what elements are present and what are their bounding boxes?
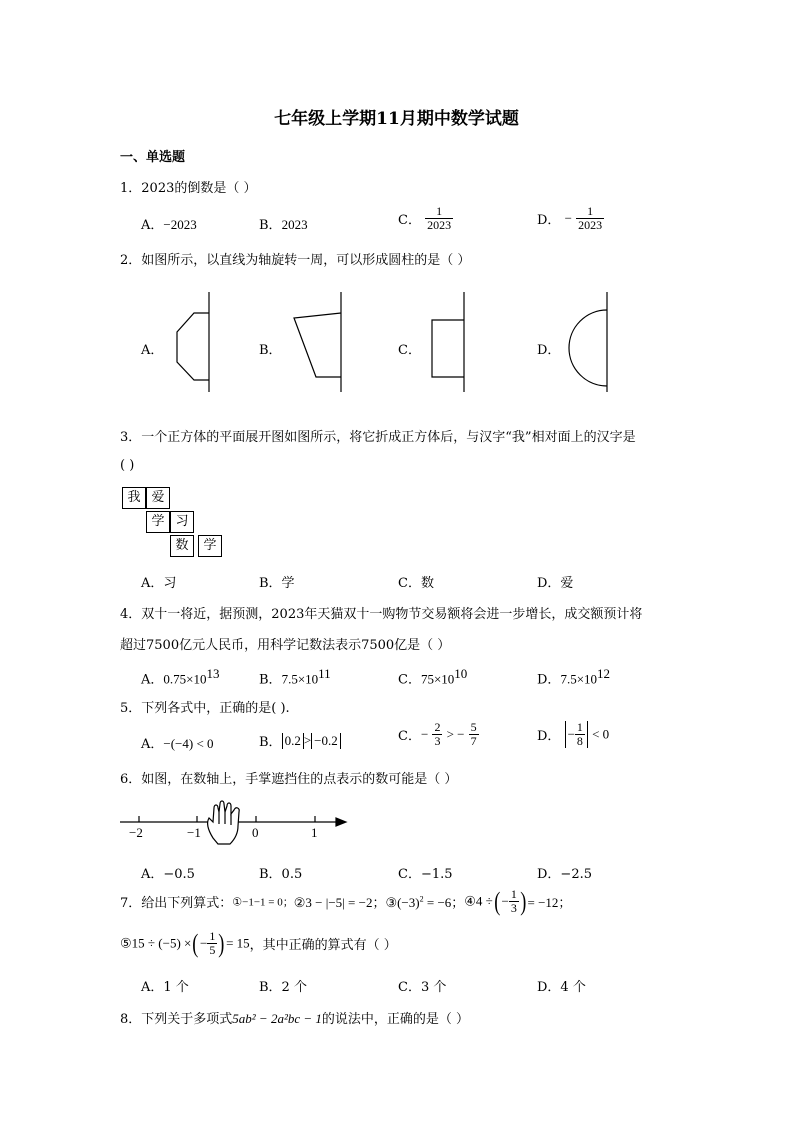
question-2-stem: 2．如图所示，以直线为轴旋转一周，可以形成圆柱的是（ ）	[120, 253, 471, 268]
q5-option-b[interactable]: B． 0.2 > −0.2	[259, 731, 341, 750]
q4-option-d[interactable]: D．$7.5\times 10^{12}$	[537, 666, 611, 688]
tick-label: −1	[187, 825, 201, 840]
page-title: 七年级上学期11月期中数学试题	[274, 109, 519, 129]
q6-option-c[interactable]: C．−1.5	[398, 867, 453, 882]
question-4-stem: 4．双十一将近，据预测，2023年天猫双十一购物节交易额将会进一步增长，成交额预计将	[120, 607, 643, 622]
question-1-stem: 1．2023的倒数是（ ）	[120, 181, 257, 196]
net-cell: 我	[122, 487, 146, 509]
q7-option-c[interactable]: C．3 个	[398, 980, 447, 995]
q6-option-a[interactable]: A．−0.5	[141, 867, 195, 882]
tick-label: −2	[129, 825, 143, 840]
hand-icon	[208, 801, 240, 844]
q5-option-c[interactable]: C．− $\frac{2}{3}$ > − $\frac{5}{7}$	[398, 720, 477, 748]
q7-option-b[interactable]: B．2 个	[259, 980, 307, 995]
q7-option-d[interactable]: D．4 个	[537, 980, 586, 995]
q6-option-b[interactable]: B．0.5	[259, 867, 303, 882]
question-6-stem: 6．如图，在数轴上，手掌遮挡住的点表示的数可能是（ ）	[120, 772, 458, 787]
question-7-stem-cont: ⑤15 ÷ (−5) ×(− $\frac{1}{5}$ )= 15，其中正确的算式有（ ）	[120, 928, 397, 958]
question-3-stem-cont: ( )	[120, 458, 135, 473]
q3-option-d[interactable]: D．爱	[537, 576, 574, 591]
tick-label: 0	[252, 825, 259, 840]
q5-option-d[interactable]: D． − $\frac{1}{8}$ < 0	[537, 720, 610, 748]
q1-option-c[interactable]: C． $\frac{1}{2023}$	[398, 204, 452, 232]
q2-option-b[interactable]: B．	[259, 343, 282, 358]
question-5-stem: 5．下列各式中，正确的是( ).	[120, 701, 290, 716]
fraction: $\frac{1}{2023}$	[427, 204, 452, 232]
q4-option-c[interactable]: C．$75\times 10^{10}$	[398, 666, 468, 688]
q1-option-b[interactable]: B．2023	[259, 217, 308, 233]
q7-option-a[interactable]: A．1 个	[141, 980, 189, 995]
net-cell: 爱	[146, 487, 170, 509]
question-3-stem: 3．一个正方体的平面展开图如图所示，将它折成正方体后，与汉字“我”相对面上的汉字是	[120, 430, 636, 445]
question-8-stem: 8．下列关于多项式5ab² − 2a²bc − 1的说法中，正确的是（ ）	[120, 1011, 470, 1027]
net-cell: 习	[170, 511, 194, 533]
q6-option-d[interactable]: D．−2.5	[537, 867, 592, 882]
question-4-stem-cont: 超过7500亿元人民币，用科学记数法表示7500亿是（ ）	[120, 638, 451, 653]
net-cell: 学	[146, 511, 170, 533]
section-heading: 一、单选题	[120, 150, 186, 165]
q3-option-a[interactable]: A．习	[141, 576, 177, 591]
q2-option-d[interactable]: D．	[537, 343, 561, 358]
net-cell: 数	[170, 535, 194, 557]
axis-arrow	[336, 818, 346, 826]
q3-option-b[interactable]: B．学	[259, 576, 295, 591]
fraction: $\frac{1}{2023}$	[578, 204, 603, 232]
q2-option-c[interactable]: C．	[398, 343, 421, 358]
q4-option-b[interactable]: B．$7.5\times 10^{11}$	[259, 666, 331, 688]
q1-option-a[interactable]: A．−2023	[141, 217, 197, 233]
q2-option-a[interactable]: A．	[141, 343, 164, 358]
q1-option-d[interactable]: D． − $\frac{1}{2023}$	[537, 204, 603, 232]
q4-option-a[interactable]: A．$0.75\times 10^{13}$	[141, 666, 220, 688]
question-7-stem: 7．给出下列算式：①−1−1 = 0；②3 − |−5| = −2；$③(-3)^2 = -6$；④4 ÷(− $\frac{1}{3}$ )= −12；	[120, 886, 572, 916]
q5-option-a[interactable]: A．−(−4) < 0	[141, 736, 214, 752]
net-cell: 学	[198, 535, 222, 557]
tick-label: 1	[311, 825, 318, 840]
q3-option-c[interactable]: C．数	[398, 576, 434, 591]
